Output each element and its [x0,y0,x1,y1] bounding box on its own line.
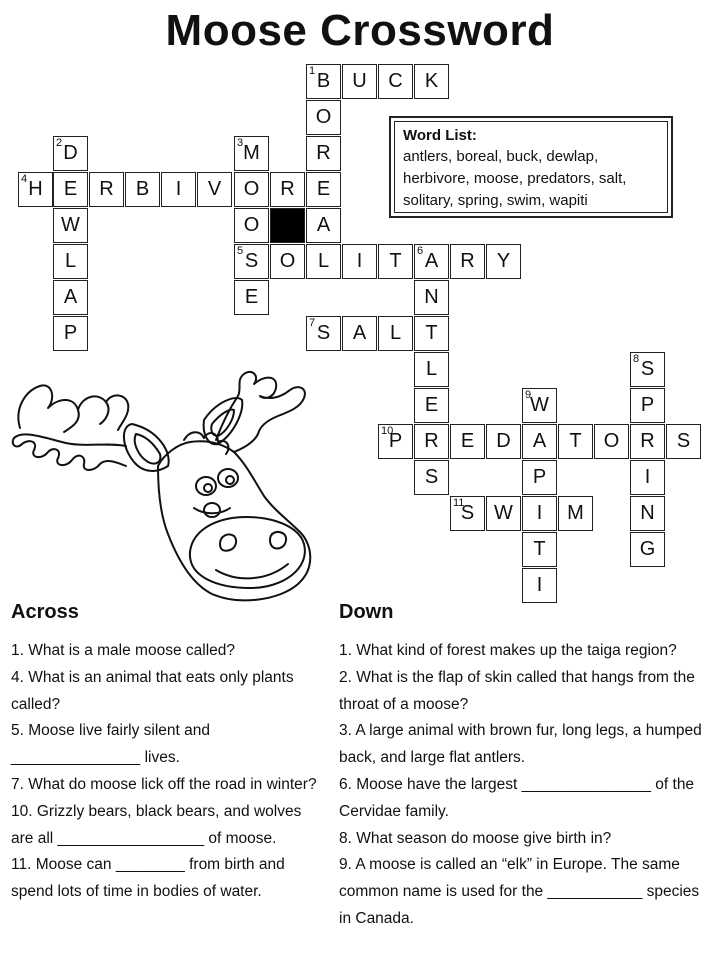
grid-cell[interactable] [522,424,557,459]
grid-cell[interactable] [234,172,269,207]
grid-cell[interactable] [342,244,377,279]
cell-letter: N [640,502,655,524]
down-clues [339,598,711,933]
word-list-heading: Word List: [403,127,477,144]
grid-cell[interactable] [414,280,449,315]
cell-letter: G [639,538,656,560]
down-heading: Down [339,601,394,623]
grid-cell[interactable] [522,388,557,423]
grid-cell[interactable] [378,316,413,351]
across-clues [11,598,323,906]
clue-number: 9 [525,389,532,401]
cell-letter: P [532,466,547,488]
grid-cell[interactable] [378,424,413,459]
grid-cell[interactable] [594,424,629,459]
cell-letter: E [316,178,331,200]
grid-cell[interactable] [306,172,341,207]
clue-number: 5 [237,245,244,257]
cell-letter: I [644,466,651,488]
grid-cell[interactable] [558,496,593,531]
grid-cell[interactable] [414,388,449,423]
down-clue-2: 2. What is the flap of skin called that hangs from the throat of a moose? [339,668,695,713]
cell-letter: W [494,502,513,524]
cell-letter: L [64,250,77,272]
clue-number: 2 [56,137,63,149]
cell-letter: A [532,430,547,452]
clue-number: 4 [21,173,28,185]
cell-letter: A [316,214,331,236]
cell-letter: P [63,322,78,344]
grid-cell[interactable] [666,424,701,459]
grid-cell[interactable] [234,208,269,243]
cell-letter: I [536,502,543,524]
cell-letter: T [569,430,582,452]
grid-cell[interactable] [522,460,557,495]
across-clue-11: 11. Moose can ________ from birth and spend lots of time in bodies of water. [11,856,285,901]
cell-letter: R [460,250,475,272]
cell-letter: E [244,286,259,308]
clue-number: 7 [309,317,316,329]
clue-number: 3 [237,137,244,149]
grid-cell[interactable] [414,424,449,459]
clue-number: 8 [633,353,640,365]
cell-letter: R [99,178,114,200]
cell-letter: E [460,430,475,452]
down-clue-8: 8. What season do moose give birth in? [339,829,612,847]
cell-letter: S [424,466,439,488]
grid-cell[interactable] [378,244,413,279]
cell-letter: R [424,430,439,452]
down-clue-6: 6. Moose have the largest _______________ of the Cervidae family. [339,775,695,820]
grid-cell[interactable] [630,352,665,387]
down-clue-9: 9. A moose is called an “elk” in Europe. The same common name is used for the ___________ species in Canada. [339,856,700,927]
cell-letter: A [352,322,367,344]
cell-letter: V [207,178,222,200]
grid-cell[interactable] [53,280,88,315]
grid-cell[interactable] [342,64,377,99]
cell-letter: D [496,430,511,452]
word-list-box [389,116,673,218]
cell-letter: A [63,286,78,308]
down-clue-1: 1. What kind of forest makes up the taiga region? [339,642,677,659]
grid-cell[interactable] [197,172,232,207]
grid-cell[interactable] [306,208,341,243]
grid-cell[interactable] [414,244,449,279]
cell-letter: P [640,394,655,416]
cell-letter: L [389,322,402,344]
clue-number: 10 [381,425,394,437]
cell-letter: O [315,106,332,128]
cell-letter: A [424,250,439,272]
grid-cell[interactable] [234,136,269,171]
grid-cell[interactable] [414,64,449,99]
cell-letter: L [317,250,330,272]
across-clue-10: 10. Grizzly bears, black bears, and wolves are all _________________ of moose. [11,802,302,847]
cell-letter: T [389,250,402,272]
cell-letter: R [640,430,655,452]
word-list-text: antlers, boreal, buck, dewlap, herbivore, moose, predators, salt, solitary, spring, swim, wapiti [403,148,627,209]
grid-cell[interactable] [486,244,521,279]
grid-cell[interactable] [630,388,665,423]
across-clue-5: 5. Moose live fairly silent and _______________ lives. [11,722,211,767]
cell-letter: T [533,538,546,560]
cell-letter: S [244,250,259,272]
cell-letter: S [316,322,331,344]
grid-cell[interactable] [630,496,665,531]
grid-block [270,208,305,243]
grid-cell[interactable] [522,532,557,567]
cell-letter: W [530,394,549,416]
grid-cell[interactable] [18,172,53,207]
cell-letter: U [352,70,367,92]
cell-letter: B [135,178,150,200]
cell-letter: S [640,358,655,380]
across-clue-1: 1. What is a male moose called? [11,642,235,659]
clue-number: 1 [309,65,316,77]
grid-cell[interactable] [522,496,557,531]
across-clue-7: 7. What do moose lick off the road in winter? [11,775,317,793]
grid-cell[interactable] [234,280,269,315]
grid-cell[interactable] [306,100,341,135]
cell-letter: O [243,178,260,200]
page-title: Moose Crossword [165,6,555,55]
grid-cell[interactable] [450,496,485,531]
cell-letter: O [279,250,296,272]
cell-letter: M [567,502,584,524]
grid-cell[interactable] [414,460,449,495]
cell-letter: D [63,142,78,164]
grid-cell[interactable] [53,244,88,279]
grid-cell[interactable] [450,424,485,459]
grid-cell[interactable] [53,172,88,207]
cell-letter: N [424,286,439,308]
grid-cell[interactable] [414,352,449,387]
grid-cell[interactable] [53,208,88,243]
cell-letter: C [388,70,403,92]
clue-number: 6 [417,245,424,257]
across-clue-4: 4. What is an animal that eats only plants called? [11,668,294,713]
cell-letter: Y [496,250,511,272]
grid-cell[interactable] [450,244,485,279]
grid-cell[interactable] [630,424,665,459]
cell-letter: M [243,142,260,164]
cell-letter: H [28,178,43,200]
cell-letter: I [175,178,182,200]
cell-letter: S [676,430,691,452]
cell-letter: R [280,178,295,200]
grid-cell[interactable] [161,172,196,207]
cell-letter: R [316,142,331,164]
cell-letter: O [603,430,620,452]
grid-cell[interactable] [558,424,593,459]
across-heading: Across [11,601,79,623]
grid-cell[interactable] [306,136,341,171]
grid-cell[interactable] [306,64,341,99]
cell-letter: K [424,70,439,92]
cell-letter: P [388,430,403,452]
grid-cell[interactable] [486,496,521,531]
grid-cell[interactable] [306,244,341,279]
cell-letter: T [425,322,438,344]
grid-cell[interactable] [89,172,124,207]
cell-letter: B [316,70,331,92]
grid-cell[interactable] [630,460,665,495]
cell-letter: S [460,502,475,524]
grid-cell[interactable] [125,172,160,207]
grid-cell[interactable] [414,316,449,351]
grid-cell[interactable] [270,244,305,279]
grid-cell[interactable] [630,532,665,567]
cell-letter: I [356,250,363,272]
cell-letter: I [536,574,543,596]
cell-letter: W [61,214,80,236]
cell-letter: E [424,394,439,416]
clue-number: 11 [453,497,465,509]
down-clue-3: 3. A large animal with brown fur, long legs, a humped back, and large flat antlers. [339,722,702,767]
grid-cell[interactable] [234,244,269,279]
grid-cell[interactable] [270,172,305,207]
grid-cell[interactable] [486,424,521,459]
cell-letter: O [243,214,260,236]
moose-illustration [8,338,348,610]
grid-cell[interactable] [378,64,413,99]
cell-letter: L [425,358,438,380]
cell-letter: E [63,178,78,200]
grid-cell[interactable] [53,136,88,171]
